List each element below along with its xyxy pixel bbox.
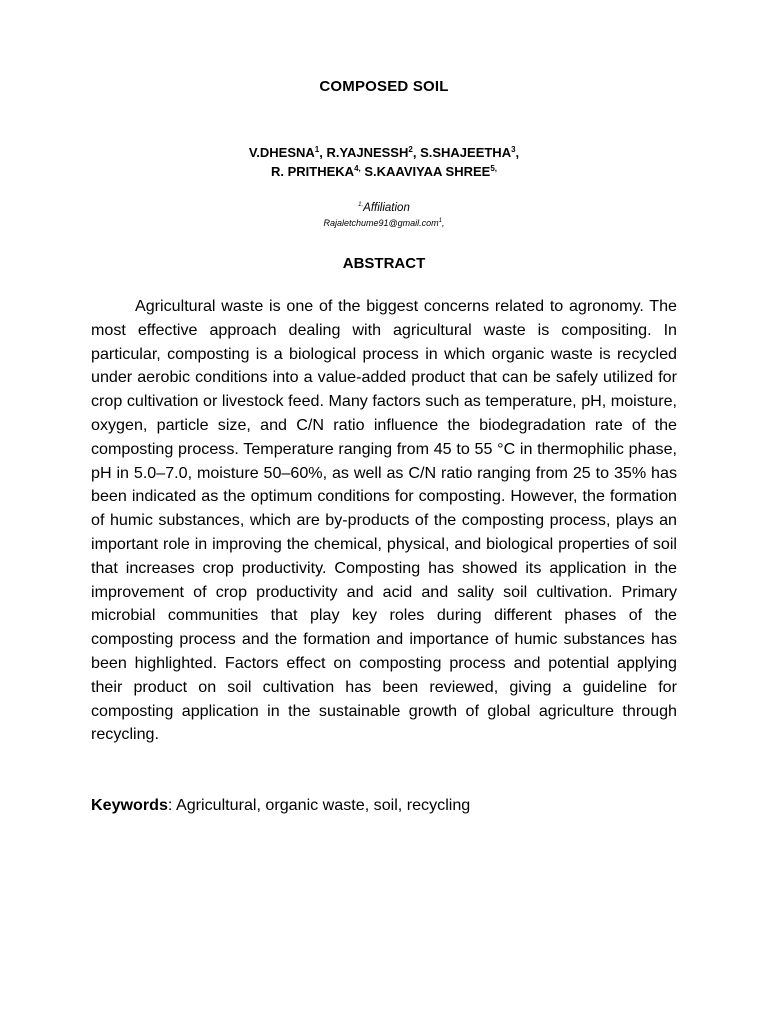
- author-name: S.SHAJEETHA: [420, 145, 512, 160]
- author-list: [0, 143, 768, 181]
- abstract-heading: ABSTRACT: [342, 255, 426, 272]
- author-name: S.KAAVIYAA SHREE: [364, 164, 491, 179]
- author-affiliation-number: 5,: [490, 164, 497, 173]
- contact-email: [0, 218, 768, 228]
- abstract-body: Agricultural waste is one of the biggest concerns related to agronomy. The most effective approach dealing with agricultural waste is compositing. In particular, composting is a biological process in which organic waste is recycled under aerobic conditions into a value-added product that can be safely utilized for crop cultivation or livestock feed. Many factors such as temperature, pH, moisture, oxygen, particle size, and C/N ratio influence the biodegradation rate of the composting process. Temperature ranging from 45 to 55 °C in thermophilic phase, pH in 5.0–7.0, moisture 50–60%, as well as C/N ratio ranging from 25 to 35% has been indicated as the optimum conditions for composting. However, the formation of humic substances, which are by-products of the composting process, plays an important role in improving the chemical, physical, and biological properties of soil that increases crop productivity. Composting has showed its application in the improvement of crop productivity and acid and sality soil cultivation. Primary microbial communities that play key roles during different phases of the composting process and the formation and importance of humic substances has been highlighted. Factors effect on composting process and potential applying their product on soil cultivation has been reviewed, giving a guideline for composting application in the sustainable growth of global agriculture through recycling.: [91, 297, 677, 744]
- email-affiliation-number: 1: [438, 218, 442, 224]
- affiliation-number: 1,: [358, 202, 364, 208]
- author-affiliation-number: 3: [511, 145, 516, 154]
- author-separator: ,: [515, 145, 520, 160]
- author-affiliation-number: 2: [408, 145, 413, 154]
- author-affiliation-number: 4,: [354, 164, 361, 173]
- paper-title: COMPOSED SOIL: [319, 78, 449, 95]
- affiliation-text: Affiliation: [363, 202, 410, 214]
- author-name: R. PRITHEKA: [271, 164, 355, 179]
- author-separator: ,: [319, 145, 327, 160]
- author-name: R.YAJNESSH: [326, 145, 409, 160]
- author-affiliation-number: 1: [314, 145, 320, 154]
- email-address: Rajaletchume91@gmail.com: [323, 218, 439, 228]
- keywords-list: : Agricultural, organic waste, soil, recycling: [167, 796, 471, 814]
- keywords-label: Keywords: [91, 796, 168, 814]
- author-line-1: [0, 143, 768, 162]
- email-suffix: ,: [442, 218, 445, 228]
- keywords: [91, 794, 677, 818]
- author-name: V.DHESNA: [248, 145, 315, 160]
- author-line-2: [0, 162, 768, 181]
- affiliation: [0, 202, 768, 214]
- author-separator: ,: [412, 145, 421, 160]
